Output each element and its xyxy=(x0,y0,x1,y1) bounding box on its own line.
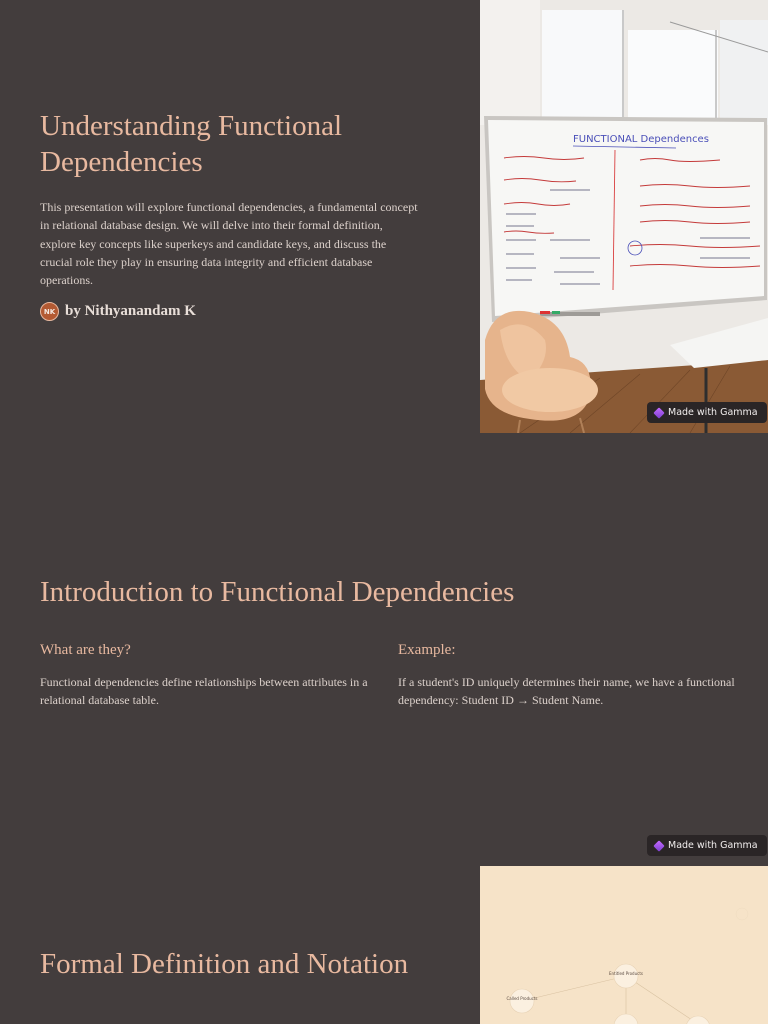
gamma-gem-icon xyxy=(653,407,664,418)
classroom-photo xyxy=(480,0,768,433)
column-body: Functional dependencies define relationships between attributes in a relational database table. xyxy=(40,675,368,708)
made-with-gamma-badge[interactable] xyxy=(647,402,767,423)
slide-description: This presentation will explore functional dependencies, a fundamental concept in relational database design. We will delve into their formal definition, explore key concepts like superkeys and candidate keys, and discuss the crucial role they play in ensuring data integrity and efficient database operations. xyxy=(40,200,418,288)
whiteboard-illustration xyxy=(480,0,768,433)
author-byline xyxy=(40,302,196,321)
avatar: NK xyxy=(40,302,59,321)
badge-label: Made with Gamma xyxy=(668,407,758,418)
diagram-node xyxy=(609,964,643,988)
whiteboard-heading: FUNCTIONAL Dependences xyxy=(573,134,709,145)
slide-title: Understanding Functional Dependencies xyxy=(40,110,343,178)
title-slide xyxy=(0,0,768,433)
column-body: If a student's ID uniquely determines their name, we have a functional dependency: Student ID → Student Name. xyxy=(398,675,735,708)
section-title: Formal Definition and Notation xyxy=(40,948,409,980)
concept-diagram xyxy=(480,866,768,1024)
svg-text:Called Products: Called Products xyxy=(506,996,538,1001)
diagram-node xyxy=(506,989,537,1013)
made-with-gamma-badge[interactable] xyxy=(647,835,767,856)
example-column xyxy=(398,642,738,710)
definition-column xyxy=(40,642,380,710)
badge-label: Made with Gamma xyxy=(668,840,758,851)
author-name: by Nithyanandam K xyxy=(65,303,196,319)
column-heading: Example: xyxy=(398,642,456,658)
svg-text:Entitled Products: Entitled Products xyxy=(609,971,643,976)
gamma-gem-icon xyxy=(653,840,664,851)
section-title: Introduction to Functional Dependencies xyxy=(40,576,515,608)
column-heading: What are they? xyxy=(40,642,131,658)
